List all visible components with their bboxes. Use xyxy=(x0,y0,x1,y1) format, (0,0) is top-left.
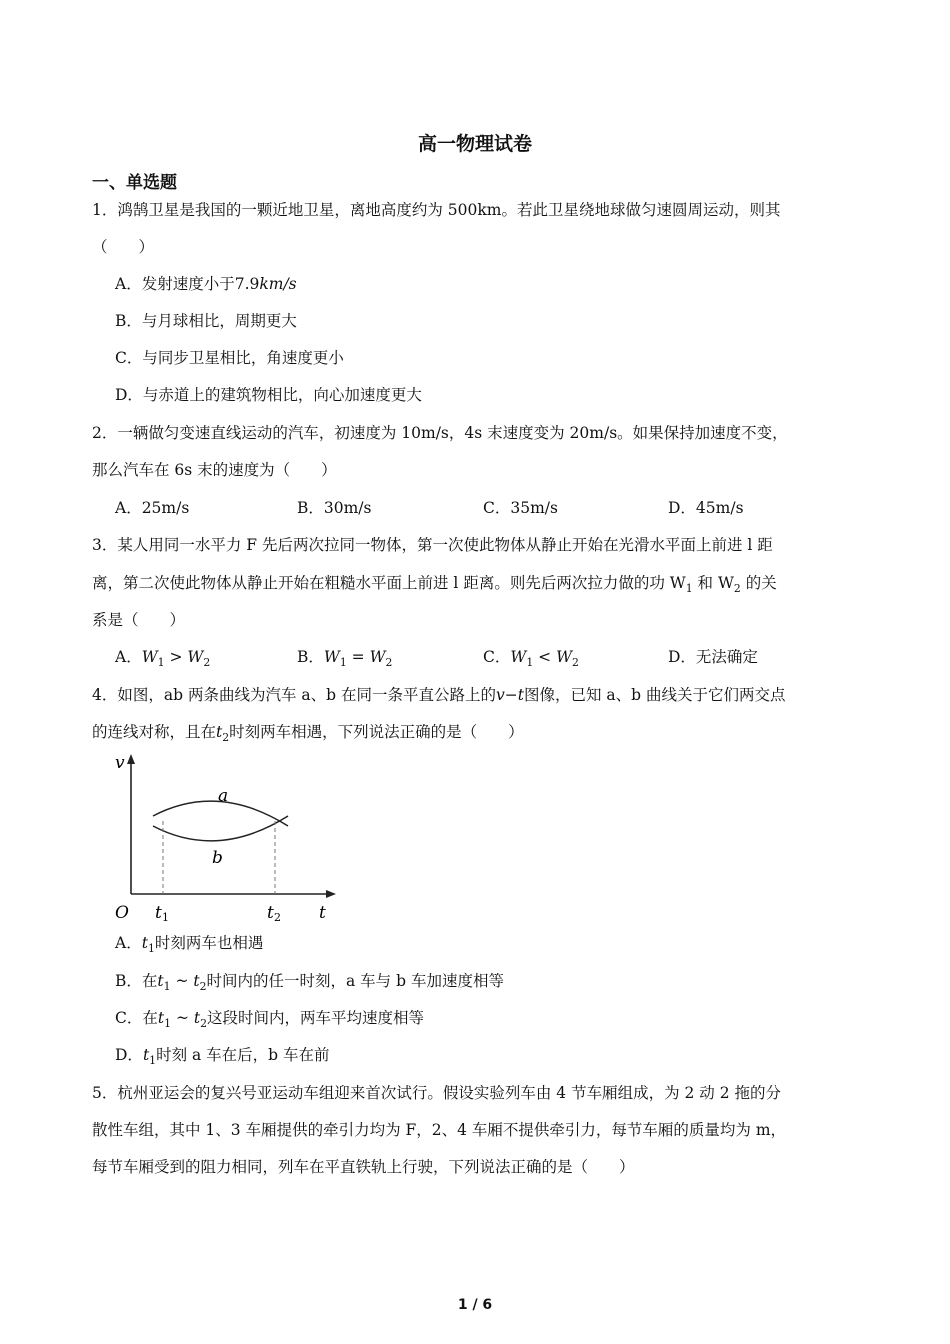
vt-graph xyxy=(108,752,338,924)
q2-stem-line1: 2．一辆做匀变速直线运动的汽车，初速度为 10m/s，4s 末速度变为 20m/s。如果保持加速度不变， xyxy=(92,424,788,442)
q5-stem-line1: 5．杭州亚运会的复兴号亚运动车组迎来首次试行。假设实验列车由 4 节车厢组成，为 2 动 2 拖的分 xyxy=(92,1084,782,1102)
t2-sub: 2 xyxy=(274,911,281,924)
q4-stem-line2: 的连线对称，且在$t_2$时刻两车相遇，下列说法正确的是（ ） xyxy=(92,723,524,745)
q3-option-c[interactable]: C．$W_1 < W_2$ xyxy=(483,648,579,670)
t2-label: t xyxy=(267,903,274,923)
q2-stem-line2: 那么汽车在 6s 末的速度为（ ） xyxy=(92,461,337,479)
q1-option-d[interactable]: D．与赤道上的建筑物相比，向心加速度更大 xyxy=(115,386,422,404)
q2-option-a[interactable]: A．25m/s xyxy=(115,499,190,517)
q3-option-b[interactable]: B．$W_1 = W_2$ xyxy=(297,648,393,670)
q2-option-b[interactable]: B．30m/s xyxy=(297,499,372,517)
t1-sub: 1 xyxy=(162,911,169,924)
v-axis-label: v xyxy=(115,753,125,773)
q3-stem-line3: 系是（ ） xyxy=(92,611,186,629)
q1-stem-line2: （ ） xyxy=(92,238,155,256)
curve-b-label: b xyxy=(212,848,223,868)
q4-option-b[interactable]: B．在$t_1$ ~ $t_2$时间内的任一时刻，a 车与 b 车加速度相等 xyxy=(115,972,504,994)
origin-label: O xyxy=(115,903,129,923)
q4-option-a[interactable]: A．$t_1$时刻两车也相遇 xyxy=(115,934,264,956)
q5-stem-line2: 散性车组，其中 1、3 车厢提供的牵引力均为 F，2、4 车厢不提供牵引力，每节车厢的质量均为 m， xyxy=(92,1121,787,1139)
page-number: 1 / 6 xyxy=(457,1297,493,1313)
q5-stem-line3: 每节车厢受到的阻力相同，列车在平直铁轨上行驶，下列说法正确的是（ ） xyxy=(92,1158,635,1176)
q1-option-a[interactable]: A．发射速度小于7.9km/s xyxy=(115,275,297,293)
q3-stem-line1: 3．某人用同一水平力 F 先后两次拉同一物体，第一次使此物体从静止开始在光滑水平面上前进 l 距 xyxy=(92,536,773,554)
section-heading: 一、单选题 xyxy=(92,173,177,193)
q1-option-b[interactable]: B．与月球相比，周期更大 xyxy=(115,312,297,330)
q3-option-a[interactable]: A．$W_1 > W_2$ xyxy=(115,648,211,670)
t-axis-arrow xyxy=(326,890,336,898)
q4-option-c[interactable]: C．在$t_1$ ~ $t_2$这段时间内，两车平均速度相等 xyxy=(115,1009,425,1031)
v-axis-arrow xyxy=(127,754,135,764)
q4-stem-line1: 4．如图，ab 两条曲线为汽车 a、b 在同一条平直公路上的v−t图像，已知 a、b 曲线关于它们两交点 xyxy=(92,686,786,704)
t-axis-label: t xyxy=(319,903,326,923)
t1-label: t xyxy=(155,903,162,923)
q1-stem-line1: 1．鸿鹄卫星是我国的一颗近地卫星，离地高度约为 500km。若此卫星绕地球做匀速圆周运动，则其 xyxy=(92,201,781,219)
q3-option-d[interactable]: D．无法确定 xyxy=(668,648,758,666)
q4-option-d[interactable]: D．$t_1$时刻 a 车在后，b 车在前 xyxy=(115,1046,330,1068)
q2-option-d[interactable]: D．45m/s xyxy=(668,499,744,517)
q2-option-c[interactable]: C．35m/s xyxy=(483,499,558,517)
q3-stem-line2: 离，第二次使此物体从静止开始在粗糙水平面上前进 l 距离。则先后两次拉力做的功 $W_1$ 和 $W_2$ 的关 xyxy=(92,574,777,596)
curve-a-label: a xyxy=(218,786,229,806)
q1-option-c[interactable]: C．与同步卫星相比，角速度更小 xyxy=(115,349,344,367)
page-title: 高一物理试卷 xyxy=(417,133,532,155)
curve-b xyxy=(153,816,288,841)
